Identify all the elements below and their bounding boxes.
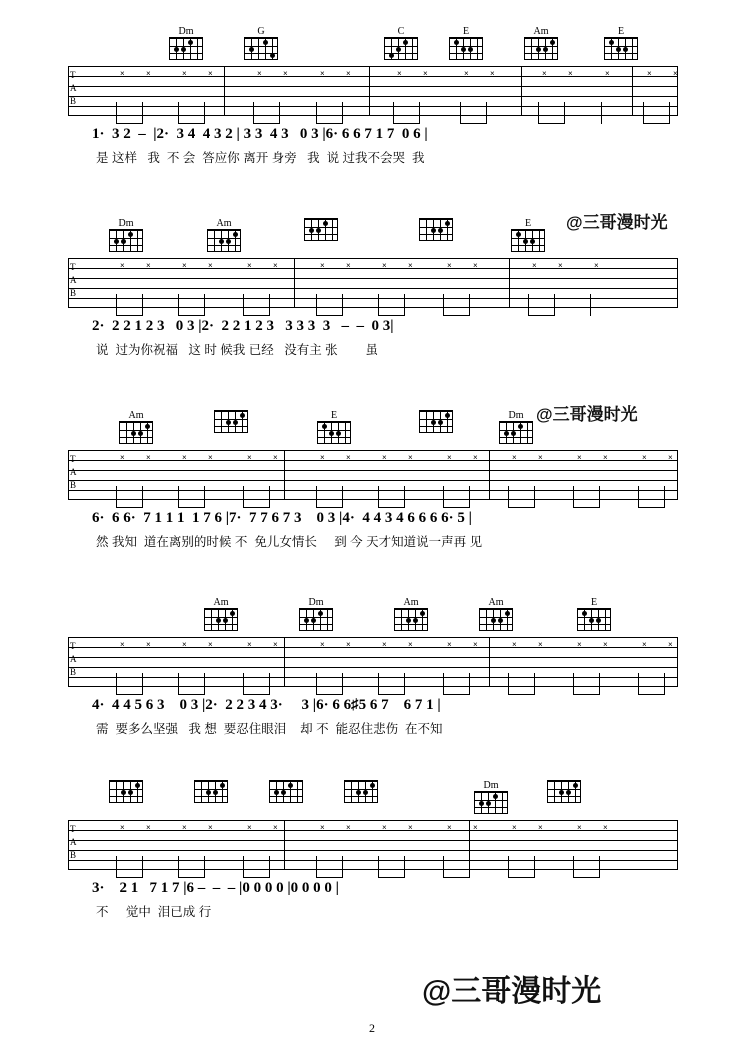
chord-grid [109,780,143,803]
chord-grid [419,410,453,433]
chord-grid [344,780,378,803]
lyric-text: 说 过为你祝福 这 时 候我 已经 没有主 张 虽 [96,343,378,357]
chord-grid [511,229,545,252]
lyric-line-3 [72,532,678,552]
chord-grid [214,410,248,433]
lyric-line-1 [72,148,678,168]
chord-grid [604,37,638,60]
lyric-text: 是 这样 我 不 会 答应你 离开 身旁 我 说 过我不会哭 我 [96,151,425,165]
tab-staff-2: T A B × × × × × × × × × × × × × × × [68,258,678,314]
chord-grid [119,421,153,444]
watermark-middle: @三哥漫时光 [536,405,638,424]
notation-text: 2· 2 2 1 2 3 0 3 |2· 2 2 1 2 3 3 3 3 3 – – 0 3| [92,318,394,334]
chord-diagram [416,410,456,433]
tab-clef: T A B [70,262,77,298]
chord-diagram [211,410,251,433]
numbered-notation-line-3 [72,510,678,532]
chord-diagram: Dm [471,780,511,814]
lyric-text: 然 我知 道在离别的时候 不 免儿女情长 到 今 天才知道说一声再 见 [96,535,483,549]
chord-grid [419,218,453,241]
chord-diagram: G [241,26,281,60]
tab-staff-1: T A B × × × × × × × × × × × × × × × × × [68,66,678,122]
notation-text: 1· 3 2 – |2· 3 4 4 3 2 | 3 3 4 3 0 3 |6· 6 6 7 1 7 0 6 | [92,126,428,142]
chord-diagram: E [446,26,486,60]
notation-text: 6· 6 6· 7 1 1 1 1 7 6 |7· 7 7 6 7 3 0 3 |4· 4 4 3 4 6 6 6 6· 5 | [92,510,472,526]
chord-grid [479,608,513,631]
tab-staff-5: T A B × × × × × × × × × × × × × × × × [68,820,678,876]
chord-diagram: Dm [296,597,336,631]
music-system-4 [0,597,744,739]
chord-diagram: C [381,26,421,60]
chord-grid [204,608,238,631]
chord-grid [394,608,428,631]
tab-clef: T A B [70,641,77,677]
lyric-line-2 [72,340,678,360]
chord-diagram: E [601,26,641,60]
music-system-1 [0,26,744,168]
chord-diagram: Am [201,597,241,631]
chord-grid [524,37,558,60]
chord-diagram [266,780,306,803]
chord-diagram [416,218,456,241]
tab-staff-3: T A B × × × × × × × × × × × × × × × × × × [68,450,678,506]
chord-grid [474,791,508,814]
tab-staff-4: T A B × × × × × × × × × × × × × × × × × × [68,637,678,693]
chord-diagram [341,780,381,803]
chord-grid [194,780,228,803]
chord-grid [547,780,581,803]
numbered-notation-line-5 [72,880,678,902]
chord-diagram [191,780,231,803]
notation-text: 4· 4 4 5 6 3 0 3 |2· 2 2 3 4 3· 3 |6· 6 6♯5 6 7 6 7 1 | [92,697,441,713]
chord-grid [299,608,333,631]
chord-diagram [106,780,146,803]
numbered-notation-line-2 [72,318,678,340]
chord-diagram: Am [391,597,431,631]
lyric-line-5 [72,902,678,922]
notation-text: 3· 2 1 7 1 7 |6 – – – |0 0 0 0 |0 0 0 0 | [92,880,339,896]
chord-diagram-row-4 [0,597,744,637]
chord-grid [109,229,143,252]
tab-clef: T A B [70,70,77,106]
chord-grid [499,421,533,444]
page-number: 2 [369,1021,375,1035]
chord-diagram: Dm [166,26,206,60]
chord-diagram: E [508,218,548,252]
lyric-line-4 [72,719,678,739]
chord-diagram: E [314,410,354,444]
chord-diagram: Dm [106,218,146,252]
chord-diagram: Am [521,26,561,60]
lyric-text: 不 觉中 泪已成 行 [96,905,212,919]
watermark-bottom: @三哥漫时光 [422,975,602,1008]
chord-grid [577,608,611,631]
chord-grid [304,218,338,241]
music-system-5 [0,780,744,922]
chord-diagram-row-1 [0,26,744,66]
chord-grid [244,37,278,60]
chord-diagram: Am [116,410,156,444]
numbered-notation-line-4 [72,697,678,719]
chord-grid [207,229,241,252]
music-system-3 [0,410,744,552]
tab-clef: T A B [70,824,77,860]
chord-diagram: Dm [496,410,536,444]
numbered-notation-line-1 [72,126,678,148]
chord-grid [317,421,351,444]
chord-diagram: Am [476,597,516,631]
chord-diagram: E [574,597,614,631]
chord-grid [449,37,483,60]
chord-diagram: Am [204,218,244,252]
music-system-2 [0,218,744,360]
tab-clef: T A B [70,454,77,490]
chord-grid [169,37,203,60]
watermark-top: @三哥漫时光 [566,213,668,232]
chord-diagram [544,780,584,803]
lyric-text: 需 要多么坚强 我 想 要忍住眼泪 却 不 能忍住悲伤 在不知 [96,722,443,736]
chord-diagram [301,218,341,241]
chord-diagram-row-5 [0,780,744,820]
chord-grid [384,37,418,60]
chord-grid [269,780,303,803]
